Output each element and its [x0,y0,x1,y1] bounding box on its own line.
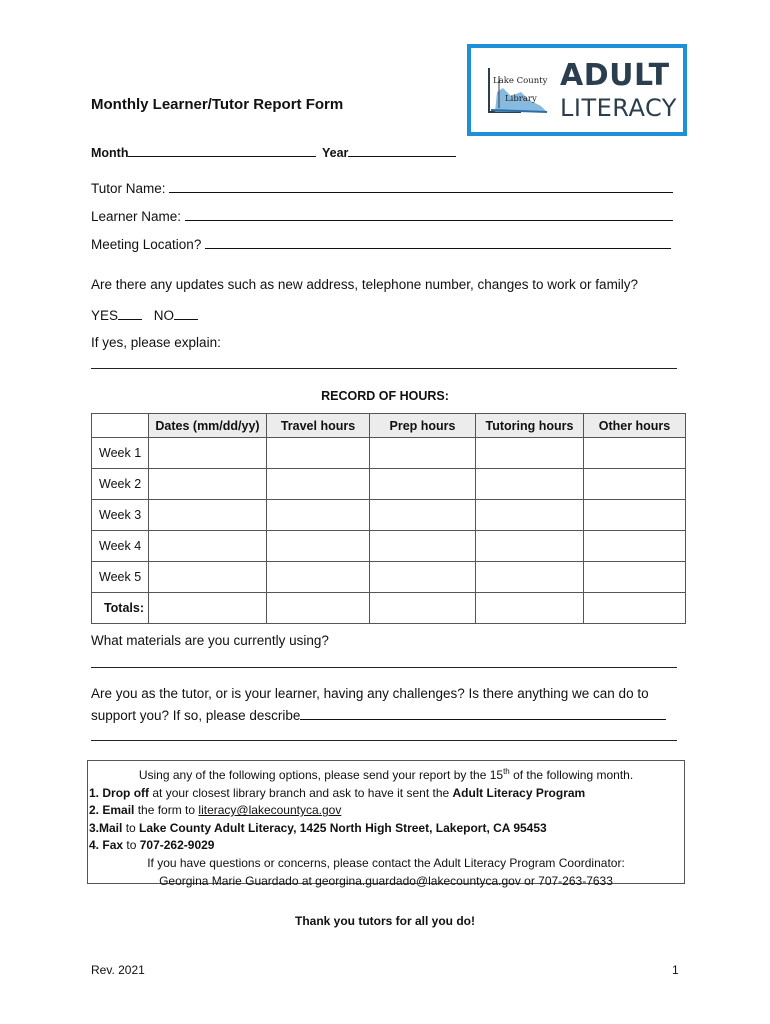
option-program: Adult Literacy Program [452,785,586,800]
info-intro [88,763,684,785]
updates-question: Are there any updates such as new address, telephone number, changes to work or family? [91,277,639,292]
row-label: Week 4 [92,531,149,562]
yes-no-row [91,306,198,323]
revision-label: Rev. 2021 [91,963,145,977]
table-cell[interactable] [267,562,370,593]
table-cell[interactable] [370,500,476,531]
row-label: Week 5 [92,562,149,593]
table-cell[interactable] [149,500,267,531]
table-cell[interactable] [370,438,476,469]
fax-number: 707-262-9029 [139,838,215,853]
totals-row [92,593,686,624]
table-cell[interactable] [370,562,476,593]
yes-label: YES [91,308,119,323]
option-title: Drop off [102,785,150,800]
option-drop-off [88,785,684,803]
option-title: Fax [102,838,124,853]
table-cell[interactable] [476,469,584,500]
table-row [92,531,686,562]
option-text: to [123,838,140,853]
option-text: the form to [134,803,199,818]
learner-name-field[interactable] [185,207,673,221]
table-cell[interactable] [370,469,476,500]
totals-label: Totals: [92,593,149,624]
table-cell[interactable] [584,438,686,469]
page-number: 1 [672,963,679,977]
table-cell[interactable] [584,531,686,562]
table-cell[interactable] [476,593,584,624]
meeting-location-row [91,235,671,252]
option-text: to [122,820,140,835]
learner-name-row [91,207,673,224]
table-cell[interactable] [370,531,476,562]
table-cell[interactable] [149,469,267,500]
logo-lake-county: Lake County [493,76,548,86]
table-cell[interactable] [149,562,267,593]
thank-you-note: Thank you tutors for all you do! [295,914,475,928]
info-intro-text: Using any of the following options, please send your report by the 15 [138,768,504,782]
tutor-name-label: Tutor Name: [91,181,166,196]
table-cell[interactable] [149,531,267,562]
table-cell[interactable] [476,562,584,593]
option-number: 2. [89,803,100,818]
table-cell[interactable] [149,438,267,469]
logo-literacy: LITERACY [560,94,677,122]
table-header-row [92,414,686,438]
column-header: Travel hours [267,414,370,438]
submission-info-box [87,760,685,888]
table-cell[interactable] [267,438,370,469]
challenges-line[interactable] [91,740,677,741]
month-label: Month [91,146,129,160]
challenges-row [91,706,666,723]
table-row [92,562,686,593]
column-header: Tutoring hours [476,414,584,438]
month-field[interactable] [128,143,316,157]
row-label: Week 3 [92,500,149,531]
yes-field[interactable] [118,306,142,320]
table-cell[interactable] [267,593,370,624]
row-label: Week 1 [92,438,149,469]
library-book-icon [481,62,553,118]
hours-table [91,413,686,624]
table-cell[interactable] [267,469,370,500]
info-intro-text-end: of the following month. [509,768,634,782]
option-mail [88,820,684,838]
option-number: 4. [89,838,100,853]
row-label: Week 2 [92,469,149,500]
challenges-question-line1: Are you as the tutor, or is your learner, having any challenges? Is there anything we can do to [91,686,649,701]
option-number: 1. [89,785,100,800]
option-number: 3. [89,820,100,835]
option-title: Mail [99,820,123,835]
adult-literacy-logo [467,44,687,136]
explain-label: If yes, please explain: [91,335,221,350]
option-title: Email [102,803,135,818]
challenges-field[interactable] [300,706,666,720]
table-cell[interactable] [476,531,584,562]
table-cell[interactable] [476,500,584,531]
table-cell[interactable] [267,500,370,531]
year-field[interactable] [348,143,456,157]
table-cell[interactable] [584,593,686,624]
year-label: Year [321,146,349,160]
logo-adult: ADULT [560,58,670,93]
table-cell[interactable] [584,469,686,500]
table-cell[interactable] [476,438,584,469]
month-year-row [91,143,456,160]
explain-line[interactable] [91,368,677,369]
info-intro-sup: th [503,767,510,776]
no-label: NO [153,308,175,323]
logo-library: Library [505,94,537,104]
tutor-name-row [91,179,673,196]
table-row [92,500,686,531]
email-link[interactable]: literacy@lakecountyca.gov [198,803,342,818]
meeting-location-field[interactable] [205,235,671,249]
table-cell[interactable] [584,500,686,531]
option-fax [88,837,684,855]
mail-address: Lake County Adult Literacy, 1425 North High Street, Lakeport, CA 95453 [139,820,547,835]
tutor-name-field[interactable] [169,179,673,193]
contact-line-2: Georgina Marie Guardado at georgina.guardado@lakecountyca.gov or 707-263-7633 [159,873,613,888]
table-cell[interactable] [149,593,267,624]
challenges-question-line2: support you? If so, please describe [91,708,301,723]
column-header: Other hours [584,414,686,438]
table-row [92,438,686,469]
table-cell[interactable] [370,593,476,624]
learner-name-label: Learner Name: [91,209,182,224]
materials-question: What materials are you currently using? [91,633,329,648]
column-header [92,414,149,438]
option-text: at your closest library branch and ask to have it sent the [149,785,453,800]
column-header: Dates (mm/dd/yy) [149,414,267,438]
record-title: RECORD OF HOURS: [321,389,449,403]
no-field[interactable] [174,306,198,320]
table-cell[interactable] [584,562,686,593]
table-row [92,469,686,500]
contact-line-1: If you have questions or concerns, please contact the Adult Literacy Program Coordinator: [147,855,625,870]
table-cell[interactable] [267,531,370,562]
meeting-location-label: Meeting Location? [91,237,202,252]
column-header: Prep hours [370,414,476,438]
page-title: Monthly Learner/Tutor Report Form [91,96,344,113]
materials-line[interactable] [91,667,677,668]
option-email [88,802,684,820]
